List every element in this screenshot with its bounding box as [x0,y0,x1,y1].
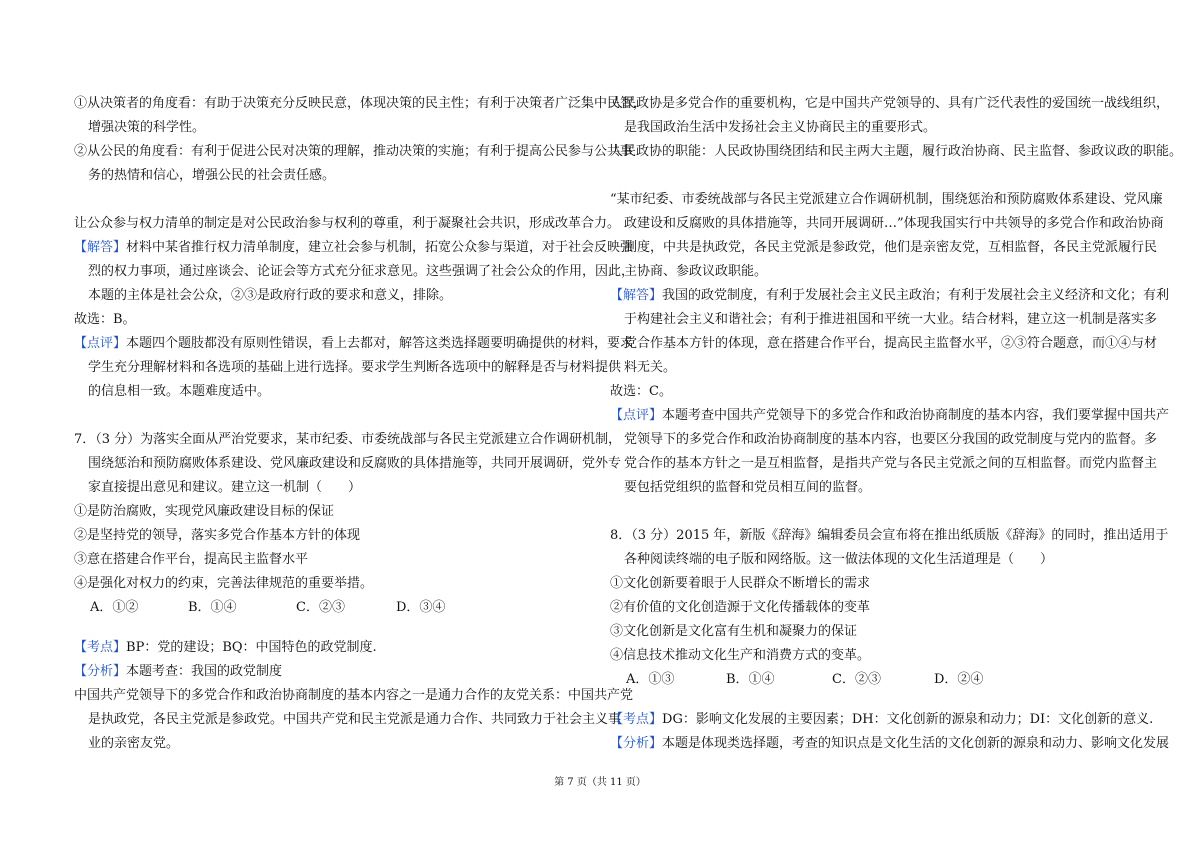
text-line: 增强决策的科学性。 [88,120,206,135]
analysis-label: 【分析】 [74,664,127,679]
choice-c: C．②③ [832,672,881,687]
choice-b: B．①④ [188,600,237,615]
text-line: 烈的权力事项，通过座谈会、论证会等方式充分征求意见。这些强调了社会公众的作用，因此， [88,264,635,279]
text-line: 围绕惩治和预防腐败体系建设、党风廉政建设和反腐败的具体措施等，共同开展调研，党外专 [88,456,622,471]
text-line: 党合作基本方针的体现，意在搭建合作平台，提高民主监督水平，②③符合题意，而①④与材 [624,336,1158,351]
choice-result: 故选：C。 [610,384,672,399]
statement-option: ②有价值的文化创造源于文化传播载体的变革 [610,600,871,615]
question-7-stem: 7．（3 分）为落实全面从严治党要求，某市纪委、市委统战部与各民主党派建立合作调研机制， [74,432,622,447]
choice-d: D．②④ [934,672,984,687]
text-line: 主协商、参政议政职能。 [624,264,768,279]
knowledge-label: 【考点】 [74,640,127,655]
choice-b: B．①④ [726,672,775,687]
text-line: 政建设和反腐败的具体措施等，共同开展调研…”体现我国实行中共领导的多党合作和政治协商 [624,216,1164,231]
text-line: 各种阅读终端的电子版和网络版。这一做法体现的文化生活道理是（ ） [624,552,1054,567]
text-line: 是我国政治生活中发扬社会主义协商民主的重要形式。 [624,120,937,135]
text-line: ②从公民的角度看：有利于促进公民对决策的理解，推动决策的实施；有利于提高公民参与公共事 [74,144,634,159]
question-8-stem: 8．（3 分）2015 年，新版《辞海》编辑委员会宣布将在推出纸质版《辞海》的同时，推出适用于 [610,528,1169,543]
comment-label: 【点评】 [74,336,127,351]
text-line: 料无关。 [624,360,677,375]
text-line: 业的亲密友党。 [88,736,180,751]
text-line: 的信息相一致。本题难度适中。 [88,384,271,399]
text-line: 学生充分理解材料和各选项的基础上进行选择。要求学生判断各选项中的解释是否与材料提供 [88,360,622,375]
text-line: 党领导下的多党合作和政治协商制度的基本内容，也要区分我国的政党制度与党内的监督。多 [624,432,1158,447]
statement-option: ②是坚持党的领导，落实多党合作基本方针的体现 [74,528,361,543]
answer-label: 【解答】 [610,288,663,303]
statement-option: ①是防治腐败，实现党风廉政建设目标的保证 [74,504,335,519]
text-line: 于构建社会主义和谐社会；有利于推进祖国和平统一大业。结合材料，建立这一机制是落实多 [624,312,1158,327]
text-line: 本题的主体是社会公众，②③是政府行政的要求和意义，排除。 [88,288,453,303]
comment-paragraph: 【点评】本题四个题肢都没有原则性错误，看上去都对，解答这类选择题要明确提供的材料，要求 [74,336,634,351]
answer-paragraph: 【解答】材料中某省推行权力清单制度，建立社会参与机制，拓宽公众参与渠道，对于社会反映强 [74,240,634,255]
choice-result: 故选：B。 [74,312,136,327]
choice-a: A．①② [90,600,139,615]
knowledge-point: 【考点】DG：影响文化发展的主要因素；DH：文化创新的源泉和动力；DI：文化创新的意义. [610,712,1154,727]
comment-label: 【点评】 [610,408,663,423]
text-line: 人民政协是多党合作的重要机构，它是中国共产党领导的、具有广泛代表性的爱国统一战线组织， [610,96,1170,111]
text-line: ①从决策者的角度看：有助于决策充分反映民意，体现决策的民主性；有利于决策者广泛集中民智， [74,96,647,111]
text-line: 家直接提出意见和建议。建立这一机制（ ） [88,480,362,495]
text-line: 务的热情和信心，增强公民的社会责任感。 [88,168,336,183]
analysis-label: 【分析】 [610,736,663,751]
knowledge-label: 【考点】 [610,712,663,727]
page-number: 第 7 页（共 11 页） [554,777,646,788]
text-line: “某市纪委、市委统战部与各民主党派建立合作调研机制，围绕惩治和预防腐败体系建设、党风廉 [610,192,1163,207]
choice-c: C．②③ [296,600,345,615]
knowledge-point: 【考点】BP：党的建设；BQ：中国特色的政党制度. [74,640,377,655]
analysis-paragraph: 【分析】本题考查：我国的政党制度 [74,664,283,679]
comment-paragraph: 【点评】本题考查中国共产党领导下的多党合作和政治协商制度的基本内容，我们要掌握中国共产 [610,408,1170,423]
statement-option: ④信息技术推动文化生产和消费方式的变革。 [610,648,871,663]
choice-d: D．③④ [396,600,446,615]
answer-label: 【解答】 [74,240,127,255]
answer-paragraph: 【解答】我国的政党制度，有利于发展社会主义民主政治；有利于发展社会主义经济和文化；有利 [610,288,1170,303]
text-line: 要包括党组织的监督和党员相互间的监督。 [624,480,872,495]
choice-a: A．①③ [626,672,675,687]
statement-option: ①文化创新要着眼于人民群众不断增长的需求 [610,576,871,591]
statement-option: ③意在搭建合作平台，提高民主监督水平 [74,552,309,567]
text-line: 让公众参与权力清单的制定是对公民政治参与权利的尊重，利于凝聚社会共识，形成改革合力。 [74,216,621,231]
text-line: 制度，中共是执政党，各民主党派是参政党，他们是亲密友党，互相监督，各民主党派履行民 [624,240,1158,255]
text-line: 党合作的基本方针之一是互相监督，是指共产党与各民主党派之间的互相监督。而党内监督主 [624,456,1158,471]
text-line: 人民政协的职能：人民政协围绕团结和民主两大主题，履行政治协商、民主监督、参政议政的职能。 [610,144,1183,159]
analysis-paragraph: 【分析】本题是体现类选择题，考查的知识点是文化生活的文化创新的源泉和动力、影响文化发展 [610,736,1170,751]
statement-option: ④是强化对权力的约束，完善法律规范的重要举措。 [74,576,374,591]
statement-option: ③文化创新是文化富有生机和凝聚力的保证 [610,624,858,639]
text-line: 中国共产党领导下的多党合作和政治协商制度的基本内容之一是通力合作的友党关系：中国共产党 [74,688,634,703]
text-line: 是执政党，各民主党派是参政党。中国共产党和民主党派是通力合作、共同致力于社会主义事 [88,712,622,727]
